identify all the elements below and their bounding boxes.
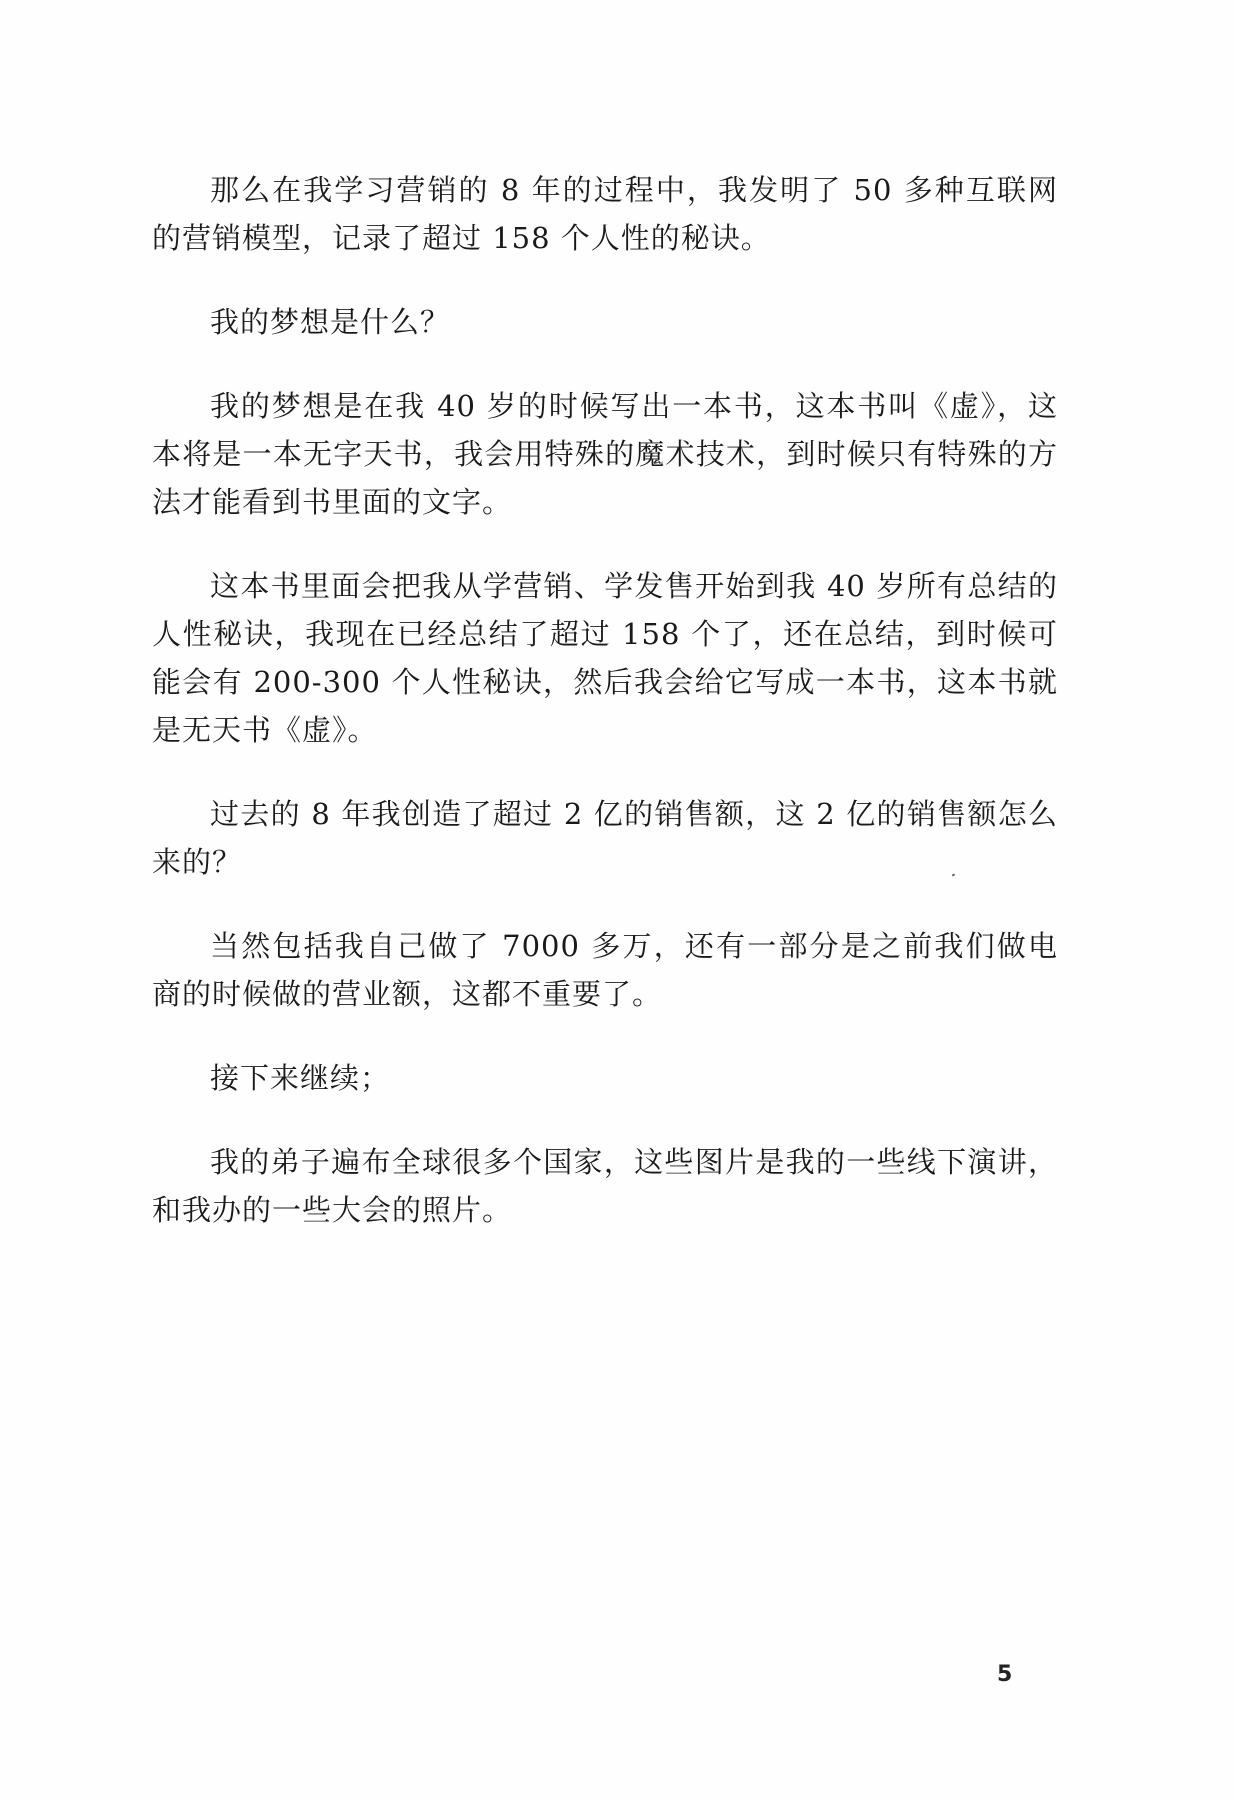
paragraph: 这本书里面会把我从学营销、学发售开始到我 40 岁所有总结的人性秘诀，我现在已经总结了超过 158 个了，还在总结，到时候可能会有 200-300 个人性秘诀，然后我会给它写成一本书，这本书就是无天书《虚》。	[152, 569, 1058, 747]
paragraph: 我的梦想是在我 40 岁的时候写出一本书，这本书叫《虚》，这本将是一本无字天书，我会用特殊的魔术技术，到时候只有特殊的方法才能看到书里面的文字。	[152, 389, 1058, 519]
paragraph: 接下来继续；	[210, 1061, 391, 1095]
paragraph: 我的弟子遍布全球很多个国家，这些图片是我的一些线下演讲，和我办的一些大会的照片。	[152, 1145, 1058, 1227]
body-text	[152, 166, 1058, 1270]
paragraph: 我的梦想是什么？	[210, 305, 451, 339]
paragraph: 那么在我学习营销的 8 年的过程中，我发明了 50 多种互联网的营销模型，记录了超过 158 个人性的秘诀。	[152, 173, 1058, 255]
page-number: 5	[997, 1662, 1013, 1687]
paragraph: 过去的 8 年我创造了超过 2 亿的销售额，这 2 亿的销售额怎么来的？	[152, 797, 1058, 879]
paragraph: 当然包括我自己做了 7000 多万，还有一部分是之前我们做电商的时候做的营业额，这都不重要了。	[152, 929, 1058, 1011]
